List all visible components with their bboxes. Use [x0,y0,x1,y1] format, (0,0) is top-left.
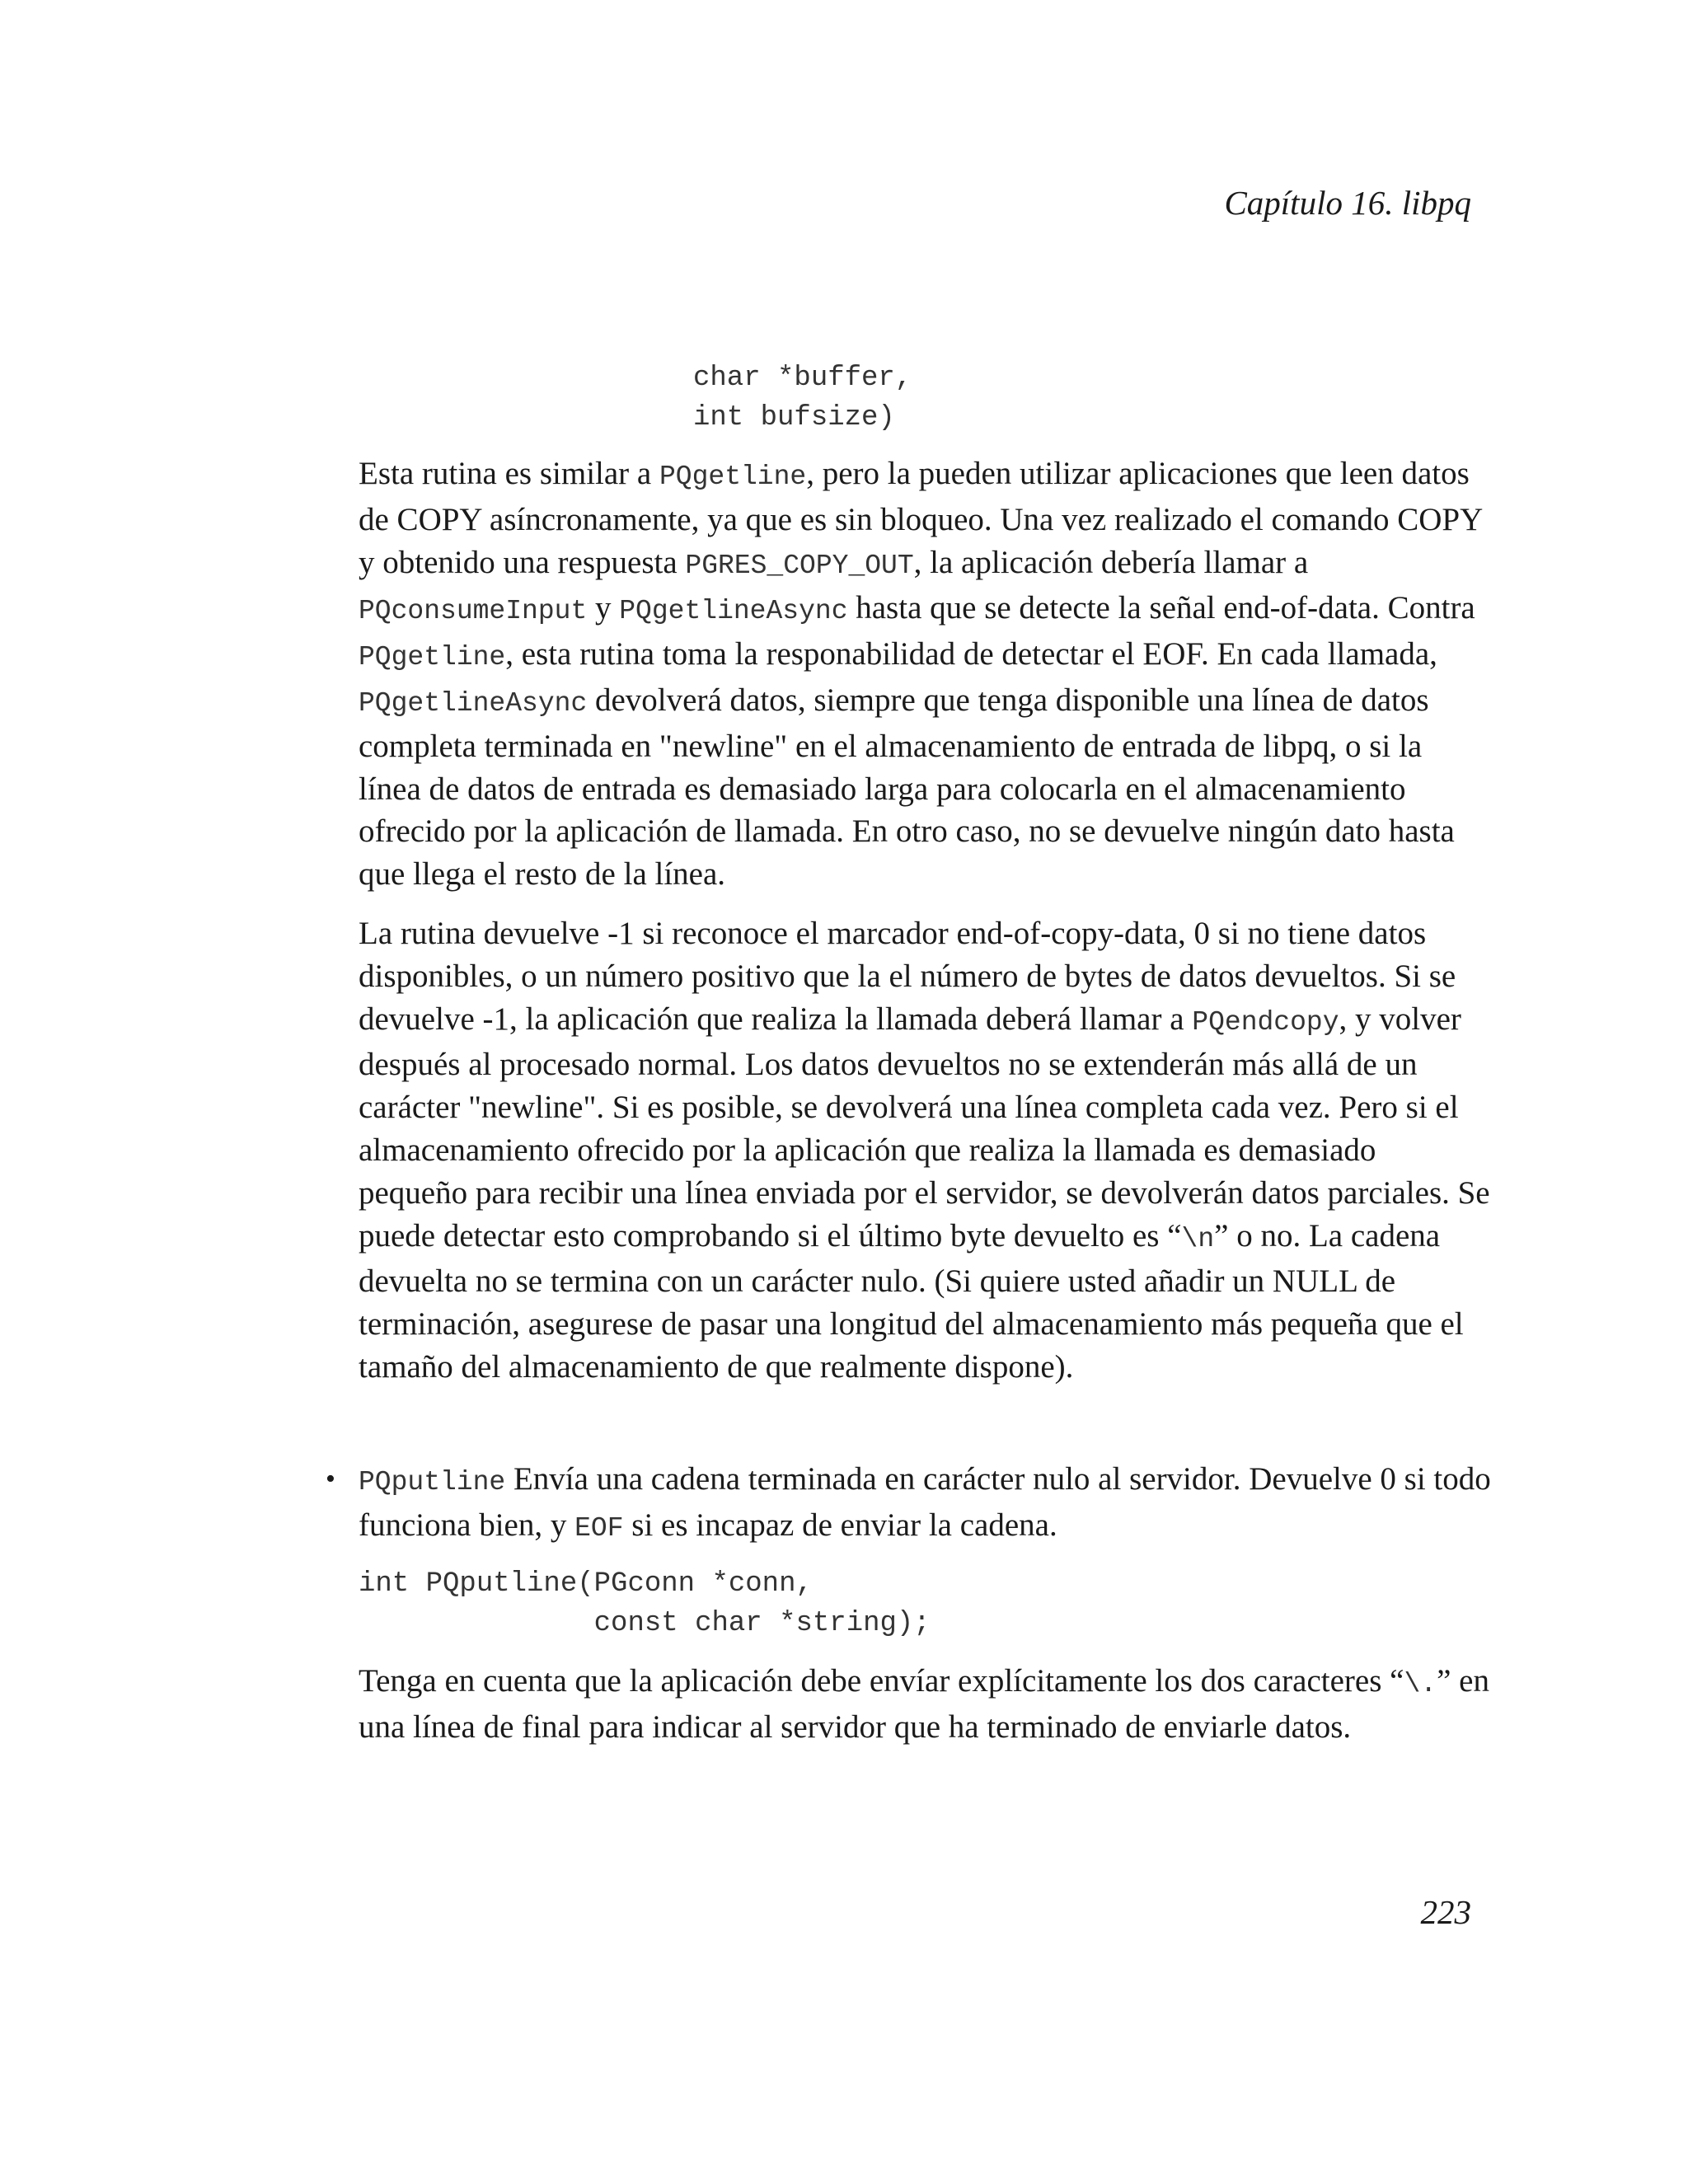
code-pqendcopy: PQendcopy [1192,1006,1339,1038]
code-backslash-dot: \. [1404,1669,1437,1700]
text-run: ” en una línea de final para indicar al servidor que ha terminado de enviarle datos. [359,1663,1489,1746]
code-pqgetlineasync: PQgetlineAsync [619,596,848,627]
text-run: devolverá datos, siempre que tenga disponible una línea de datos completa terminada en "newline" en el almacenamiento de entrada de libpq, o si la línea de datos de entrada es demasiado larga para colocarla en el almacenamiento ofrecido por la aplicación de llamada. En otro caso, no se devuelve ningún dato hasta que llega el resto de la línea. [359,682,1455,893]
text-run: Esta rutina es similar a [359,456,659,491]
page-number: 223 [1420,1893,1471,1931]
chapter-header: Capítulo 16. libpq [1224,184,1471,222]
text-run: Tenga en cuenta que la aplicación debe envíar explícitamente los dos caracteres “ [359,1663,1404,1699]
code-eof: EOF [574,1512,624,1544]
text-run: y [587,590,620,626]
code-pqgetlineasync: PQgetlineAsync [359,687,588,719]
page-content [326,359,1492,1749]
code-pgres-copy-out: PGRES_COPY_OUT [685,550,914,581]
text-run: Envía una cadena terminada en carácter nulo al servidor. Devuelve 0 si todo funciona bien, y [359,1460,1491,1543]
code-line: int PQputline(PGconn *conn, [359,1568,813,1601]
paragraph-return-values [359,912,1492,1389]
code-line: int bufsize) [693,402,895,434]
text-run: hasta que se detecte la señal end-of-data. Contra [847,590,1475,626]
text-run: , y volver después al procesado normal. Los datos devueltos no se extenderán más allá de un carácter "newline". Si es posible, se devolverá una línea completa cada vez. Pero si el almacenamiento ofrecido por la aplicación que realiza la llamada es demasiado pequeño para recibir una línea enviada por el servidor, se devolverán datos parciales. Se puede detectar esto comprobando si el último byte devuelto es “ [359,1001,1490,1254]
text-run: si es incapaz de enviar la cadena. [623,1507,1057,1543]
code-line: const char *string); [359,1608,931,1640]
code-pqgetline: PQgetline [659,462,807,492]
paragraph-pqputline-description [359,1458,1492,1550]
text-run: La rutina devuelve -1 si reconoce el marcador end-of-copy-data, 0 si no tiene datos disponibles, o un número positivo que la el número de bytes de datos devueltos. Si se devuelve -1, la aplicación que realiza la llamada deberá llamar a [359,915,1456,1037]
code-pqputline-signature [359,1564,1492,1643]
text-run: , pero la pueden utilizar aplicaciones que leen datos de COPY asíncronamente, ya que es sin bloqueo. Una vez realizado el comando COPY y obtenido una respuesta [359,456,1482,580]
text-run: , la aplicación debería llamar a [913,544,1309,580]
code-line: char *buffer, [693,363,912,394]
bullet-item-pqputline [326,1458,1492,1749]
text-run: , esta rutina toma la responabilidad de detectar el EOF. En cada llamada, [505,636,1437,673]
text-run: ” o no. La cadena devuelta no se termina con un carácter nulo. (Si quiere usted añadir un NULL de terminación, asegurese de pasar una longitud del almacenamiento más pequeña que el tamaño del almacenamiento de que realmente dispone). [359,1217,1464,1385]
code-pqconsumeinput: PQconsumeInput [359,596,588,627]
code-newline-escape: \n [1181,1223,1215,1254]
bullet-marker-icon: • [326,1463,335,1494]
code-pqputline: PQputline [359,1466,506,1497]
code-signature-tail [693,359,1492,438]
paragraph-pqgetlineasync-description [359,452,1492,896]
paragraph-terminator-note [359,1660,1492,1749]
code-pqgetline: PQgetline [359,642,506,673]
